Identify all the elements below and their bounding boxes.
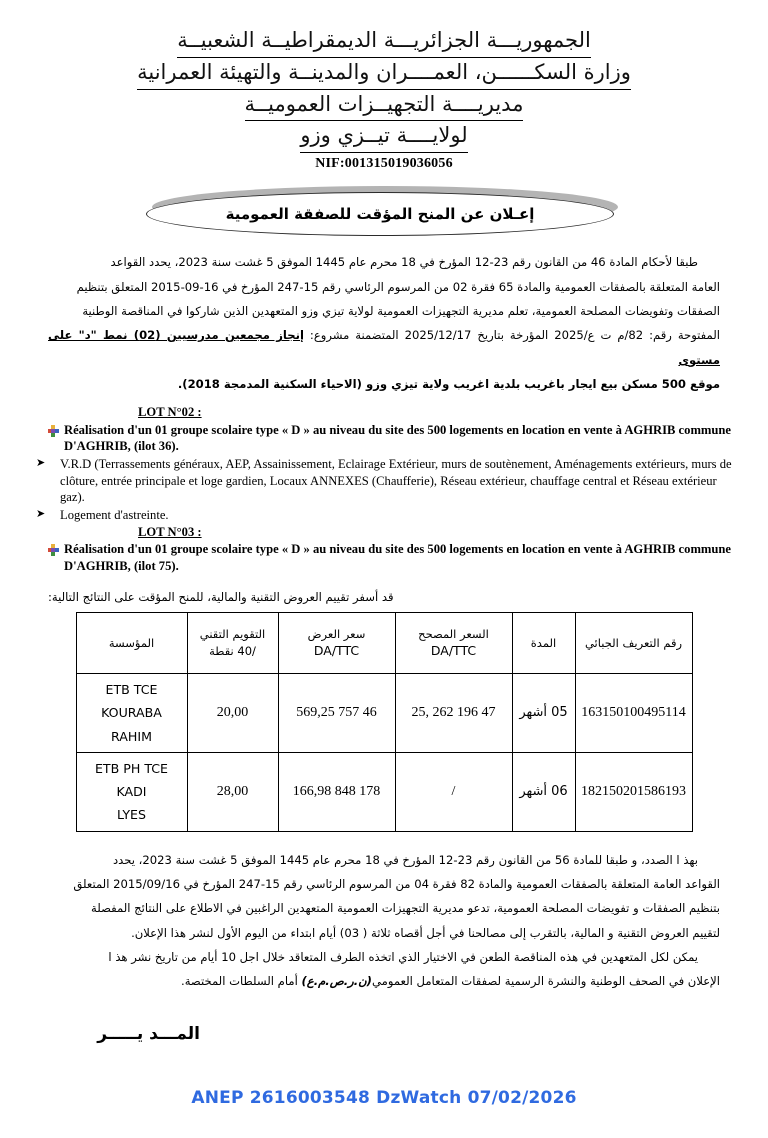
cell-corrected-price: 47 196 262 ,25 bbox=[395, 673, 512, 752]
cell-nif: 182150201586193 bbox=[575, 752, 692, 831]
plus-bullet-icon bbox=[48, 425, 64, 438]
tail-line-1: بهذ ا الصدد، و طبقا للمادة 56 من القانون رقم 23-12 المؤرخ في 18 محرم عام 1445 الموفق 5 غشت سنة 2023، يحدد bbox=[112, 852, 698, 867]
ellipse-outline bbox=[146, 192, 614, 236]
intro-line-4 bbox=[48, 323, 720, 372]
lot-02-description: Réalisation d'un 01 groupe scolaire type « D » au niveau du site des 500 logements en location en vente à AGHRIB commune D'AGHRIB, (ilot 36). bbox=[64, 422, 732, 454]
pretable-note: قد أسفر تقييم العروض التقنية والمالية، للمنح المؤقت على النتائج التالية: bbox=[48, 589, 394, 604]
arrow-bullet-icon: ➤ bbox=[36, 507, 46, 521]
table-row bbox=[76, 752, 692, 831]
column-header-technical-score bbox=[187, 612, 278, 673]
header-line-ministry bbox=[0, 58, 768, 90]
header-line-republic bbox=[0, 26, 768, 58]
tail-line-6 bbox=[48, 969, 720, 993]
table-row bbox=[76, 673, 692, 752]
tail-line-6-before: الإعلان في الصحف الوطنية والنشرة الرسمية لصفقات المتعامل العمومي bbox=[371, 974, 720, 989]
lot-02-sub-item-1 bbox=[34, 456, 734, 505]
column-header-duration bbox=[512, 612, 575, 673]
lot-02-vrd-text: V.R.D (Terrassements généraux, AEP, Assainissement, Eclairage Extérieur, murs de soutènement, Aménagements extérieurs, murs de clôture, entrée principale et loge gardien, Locaux ANNEXES (Chaufferie), Réseau extérieur, chauffage central et Réseau extérieur gaz). bbox=[60, 457, 732, 505]
tail-line-6-after: أمام السلطات المختصة. bbox=[181, 974, 302, 989]
column-header-nif-ar: رقم التعريف الجبائي bbox=[584, 635, 683, 650]
column-header-offer-price bbox=[278, 612, 395, 673]
project-name-bold: إنجاز مجمعين مدرسيين (02) نمط "د" على مستوى bbox=[48, 328, 720, 367]
page-title: إعـلان عن المنح المؤقت للصفقة العمومية bbox=[225, 205, 535, 224]
cell-duration: 05 أشهر bbox=[512, 673, 575, 752]
cell-duration: 06 أشهر bbox=[512, 752, 575, 831]
cell-firm-line-1: ETB TCE KOURABA bbox=[101, 681, 162, 721]
cell-offer-price: 178 848 166,98 bbox=[278, 752, 395, 831]
lot-03-description: Réalisation d'un 01 groupe scolaire type « D » au niveau du site des 500 logements en location en vente à AGHRIB commune D'AGHRIB, (ilot 75). bbox=[64, 542, 732, 573]
lot-heading-03: LOT N°03 : bbox=[138, 524, 202, 539]
column-header-offer-price-ar: سعر العرض bbox=[307, 626, 366, 641]
header-line-wilaya bbox=[0, 121, 768, 153]
signature-director: المـــد يـــــر bbox=[97, 1023, 200, 1044]
column-header-technical-score-unit: /40 نقطة bbox=[209, 643, 256, 658]
cell-firm-line-2: RAHIM bbox=[111, 728, 152, 744]
cell-technical-score: 20,00 bbox=[187, 673, 278, 752]
column-header-technical-score-ar: التقويم التقني bbox=[199, 627, 266, 642]
bomop-abbreviation: (ن.ر.ص.م.ع) bbox=[301, 974, 372, 989]
column-header-corrected-price-ar: السعر المصحح bbox=[418, 626, 489, 641]
lots-section bbox=[34, 404, 734, 574]
plus-bullet-icon bbox=[48, 544, 64, 557]
intro-line-4-prefix: المفتوحة رقم: 82/م ت ع/2025 المؤرخة بتاريخ 2025/12/17 المتضمنة مشروع: bbox=[309, 328, 721, 343]
cell-offer-price: 46 757 569,25 bbox=[278, 673, 395, 752]
tail-line-4: لتقييم العروض التقنية و المالية، بالتقرب إلى مصالحنا في أجل أقصاه ثلاثة ( 03) أيام ابتداء من اليوم الأول لنشر هذا الإعلان. bbox=[131, 925, 720, 940]
lot-02-sub-item-2 bbox=[34, 507, 734, 523]
intro-line-3: الصفقات وتفويضات المصلحة العمومية، تعلم مديرية التجهيزات العمومية لولاية تيزي وزو المتعهدين الذين شاركوا في المناقصة الوطنية bbox=[82, 303, 720, 318]
nif-number: NIF:001315019036056 bbox=[315, 156, 453, 172]
arrow-bullet-icon: ➤ bbox=[36, 456, 46, 470]
project-site-bold: موقع 500 مسكن بيع ايجار باغريب بلدية اغريب ولاية تيزي وزو (الاحياء السكنية المدمجة 2018). bbox=[177, 376, 720, 391]
lot-02-main-item bbox=[34, 422, 734, 455]
results-table bbox=[76, 612, 693, 832]
cell-technical-score: 28,00 bbox=[187, 752, 278, 831]
column-header-firm-ar: المؤسسة bbox=[108, 635, 155, 650]
lot-02-astreinte-text: Logement d'astreinte. bbox=[60, 508, 169, 523]
intro-line-1: طبقا لأحكام المادة 46 من القانون رقم 23-12 المؤرخ في 18 محرم عام 1445 الموفق 5 غشت سنة 2023، يحدد القواعد bbox=[110, 255, 698, 270]
cell-firm-line-2: LYES bbox=[117, 807, 146, 823]
lot-03-main-item bbox=[34, 541, 734, 574]
intro-line-5 bbox=[48, 372, 720, 396]
header-line-directorate bbox=[0, 90, 768, 122]
column-header-corrected-price bbox=[395, 612, 512, 673]
header-line-wilaya-text: لولايــــة تيــزي وزو bbox=[300, 121, 467, 153]
cell-firm bbox=[76, 752, 187, 831]
anep-footer: ANEP 2616003548 DzWatch 07/02/2026 bbox=[191, 1088, 577, 1108]
cell-firm-line-1: ETB PH TCE KADI bbox=[94, 760, 169, 800]
document-header bbox=[0, 0, 768, 172]
header-line-republic-text: الجمهوريـــة الجزائريـــة الديمقراطيــة الشعبيــة bbox=[177, 26, 591, 58]
tail-line-2: القواعد العامة المتعلقة بالصفقات العمومية والمادة 82 فقرة 04 من المرسوم الرئاسي رقم 15-247 المؤرخ في 2015/09/16 المتعلق bbox=[73, 877, 720, 892]
column-header-nif bbox=[575, 612, 692, 673]
intro-line-2: العامة المتعلقة بالصفقات العمومية والمادة 65 فقرة 02 من المرسوم الرئاسي رقم 15-247 المؤرخ في 16-09-2015 المتعلق بتنظيم bbox=[76, 279, 720, 294]
announcement-title-banner bbox=[0, 182, 768, 238]
lot-heading-02: LOT N°02 : bbox=[138, 405, 202, 420]
header-line-ministry-text: وزارة السكــــــن، العمــــران والمدينــة والتهيئة العمرانية bbox=[137, 58, 631, 90]
closing-paragraphs bbox=[48, 848, 720, 994]
intro-paragraph bbox=[48, 238, 720, 396]
header-line-directorate-text: مديريــــة التجهيــزات العموميــة bbox=[245, 90, 524, 122]
tail-line-3: بتنظيم الصفقات و تفويضات المصلحة العمومية، تدعو مديرية التجهيزات العمومية المتعهدين الراغبين في الاطلاع على النتائج المفصلة bbox=[91, 901, 720, 916]
column-header-corrected-price-unit: DA/TTC bbox=[430, 643, 477, 659]
tail-line-5: يمكن لكل المتعهدين في هذه المناقصة الطعن في الاختيار الذي اتخذه الطرف المتعاقد خلال اجل 10 أيام من تاريخ نشر هذ ا bbox=[108, 950, 698, 965]
column-header-duration-ar: المدة bbox=[530, 635, 557, 650]
cell-nif: 163150100495114 bbox=[575, 673, 692, 752]
column-header-offer-price-unit: DA/TTC bbox=[313, 643, 360, 659]
column-header-firm bbox=[76, 612, 187, 673]
cell-firm bbox=[76, 673, 187, 752]
cell-corrected-price: / bbox=[395, 752, 512, 831]
table-header-row bbox=[76, 612, 692, 673]
